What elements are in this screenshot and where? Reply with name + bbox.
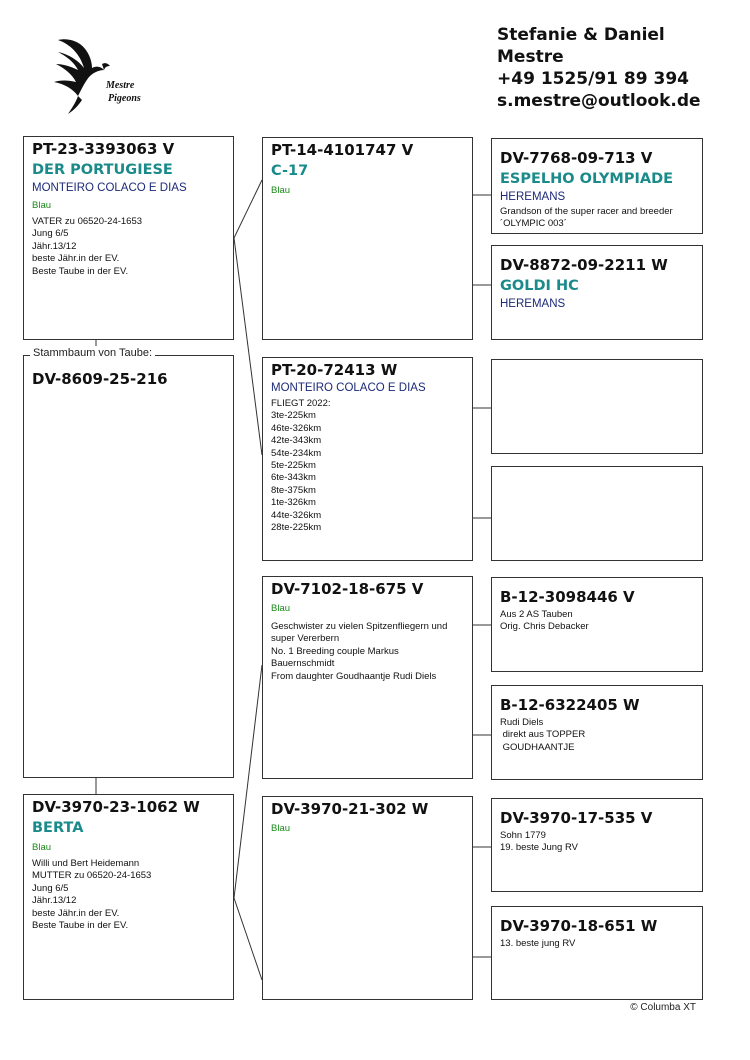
ring-number: B-12-6322405 W [500,696,640,714]
pigeon-notes: Rudi Diels direkt aus TOPPER GOUDHAANTJE [500,717,586,753]
pigeon-name: C-17 [271,163,309,179]
feather-color: Blau [32,200,52,211]
ring-number: PT-14-4101747 V [271,141,414,159]
great-grandmother-mm-card [491,906,703,1000]
paternal-grandfather-card [262,137,473,340]
owner-email: s.mestre@outlook.de [497,91,701,111]
copyright-footer: © Columba XT [630,1002,696,1013]
pigeon-name: DER PORTUGIESE [32,162,173,178]
paternal-grandmother-card [262,357,473,561]
ring-number: DV-7102-18-675 V [271,580,424,598]
feather-color: Blau [271,603,291,614]
owner-name-line2: Mestre [497,47,564,67]
logo [50,30,160,125]
ring-number: B-12-3098446 V [500,588,635,606]
great-grandfather-mm-card [491,798,703,892]
pigeon-name: GOLDI HC [500,278,579,294]
ring-number: DV-3970-23-1062 W [32,798,200,816]
pigeon-notes: Geschwister zu vielen Spitzenfliegern und super Vererbern No. 1 Breeding couple Markus Bauernschmidt From daughter Goudhaantje Rudi Diels [271,621,448,682]
mother-card [23,794,234,1000]
phoenix-bird-icon [50,30,112,120]
ring-number: DV-3970-17-535 V [500,809,653,827]
owner-phone: +49 1525/91 89 394 [497,69,689,89]
subject-card [23,355,234,778]
maternal-grandmother-card [262,796,473,1000]
great-grandmother-fm-empty-card [491,466,703,561]
great-grandfather-ff-card [491,138,703,234]
owner-name-line1: Stefanie & Daniel [497,25,665,45]
logo-text-line2: Pigeons [108,93,141,104]
great-grandfather-fm-empty-card [491,359,703,454]
feather-color: Blau [271,823,291,834]
breeder: MONTEIRO COLACO E DIAS [32,182,187,194]
breeder: HEREMANS [500,298,566,310]
owner-contact [497,24,701,112]
ring-number: DV-7768-09-713 V [500,149,653,167]
ring-number: DV-3970-18-651 W [500,917,658,935]
pigeon-notes: Aus 2 AS Tauben Orig. Chris Debacker [500,609,589,633]
feather-color: Blau [271,185,291,196]
breeder: MONTEIRO COLACO E DIAS [271,382,426,394]
maternal-grandfather-card [262,576,473,779]
ring-number: PT-23-3393063 V [32,140,175,158]
great-grandmother-mf-card [491,685,703,780]
logo-text-line1: Mestre [106,80,135,91]
great-grandmother-ff-card [491,245,703,340]
pigeon-notes: Grandson of the super racer and breeder ´OLYMPIC 003´ [500,206,673,230]
pigeon-name: ESPELHO OLYMPIADE [500,171,674,187]
ring-number: DV-8872-09-2211 W [500,256,668,274]
subject-legend: Stammbaum von Taube: [30,346,155,360]
pigeon-name: BERTA [32,820,84,836]
pigeon-notes: Willi und Bert Heidemann MUTTER zu 06520-24-1653 Jung 6/5 Jähr.13/12 beste Jähr.in der EV. Beste Taube in der EV. [32,858,152,932]
great-grandfather-mf-card [491,577,703,672]
father-card [23,136,234,340]
pigeon-notes: FLIEGT 2022: 3te-225km 46te-326km 42te-343km 54te-234km 5te-225km 6te-343km 8te-375km 1te-326km 44te-326km 28te-225km [271,398,331,534]
pigeon-notes: 13. beste jung RV [500,938,576,949]
pigeon-notes: Sohn 1779 19. beste Jung RV [500,830,578,854]
ring-number: DV-3970-21-302 W [271,800,429,818]
ring-number: PT-20-72413 W [271,361,398,379]
feather-color: Blau [32,842,52,853]
pigeon-notes: VATER zu 06520-24-1653 Jung 6/5 Jähr.13/12 beste Jähr.in der EV. Beste Taube in der EV. [32,216,143,277]
subject-ring-number: DV-8609-25-216 [32,370,168,388]
breeder: HEREMANS [500,191,566,203]
